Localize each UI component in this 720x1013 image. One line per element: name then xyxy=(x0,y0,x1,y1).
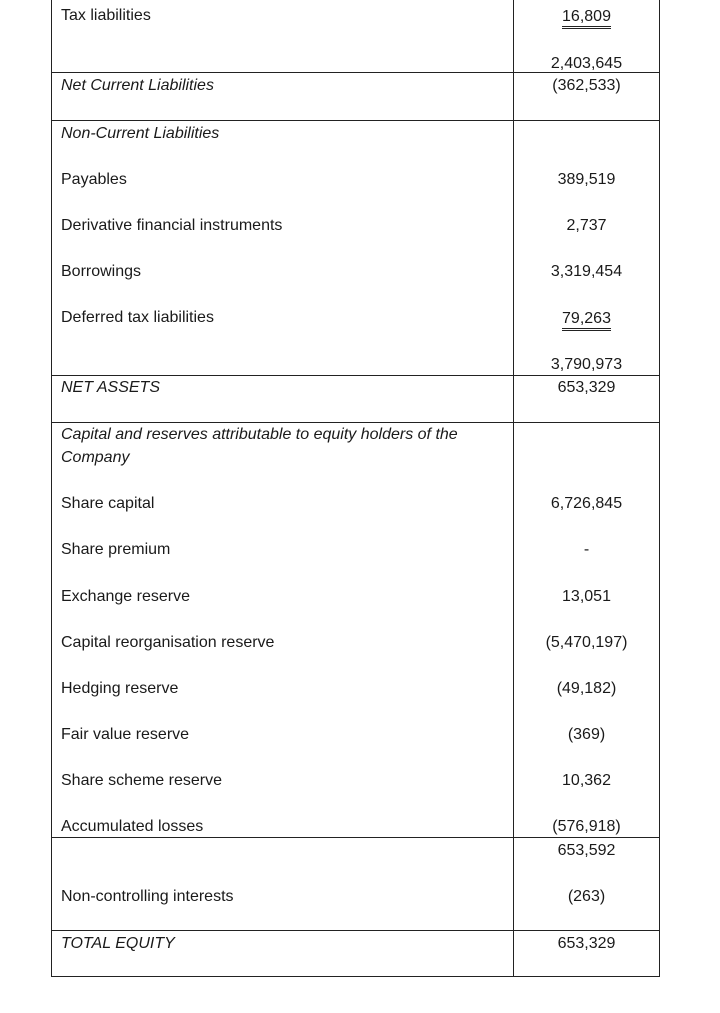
hedging-reserve-label: Hedging reserve xyxy=(61,680,179,697)
current-liabilities-total: 2,403,645 xyxy=(550,55,623,72)
total-equity-label: TOTAL EQUITY xyxy=(61,935,175,952)
net-current-liabilities-value: (362,533) xyxy=(552,77,621,94)
non-current-liabilities-heading: Non-Current Liabilities xyxy=(61,125,220,142)
tax-liabilities-label: Tax liabilities xyxy=(61,7,151,24)
row-divider xyxy=(51,930,660,931)
net-current-liabilities-label: Net Current Liabilities xyxy=(61,77,214,94)
tax-liabilities-value xyxy=(514,5,659,29)
accumulated-losses-value: (576,918) xyxy=(552,818,621,835)
hedging-reserve-value: (49,182) xyxy=(556,680,617,697)
deferred-tax-value xyxy=(514,307,659,331)
share-premium-label: Share premium xyxy=(61,541,171,558)
deferred-tax-label: Deferred tax liabilities xyxy=(61,309,214,326)
exchange-reserve-label: Exchange reserve xyxy=(61,588,190,605)
borrowings-label: Borrowings xyxy=(61,263,142,280)
deferred-tax-amount: 79,263 xyxy=(562,310,611,331)
capital-reorg-label: Capital reorganisation reserve xyxy=(61,634,275,651)
borrowings-value: 3,319,454 xyxy=(550,263,623,280)
equity-subtotal: 653,592 xyxy=(557,842,616,859)
share-premium-value: - xyxy=(583,541,590,558)
derivative-label: Derivative financial instruments xyxy=(61,217,283,234)
exchange-reserve-value: 13,051 xyxy=(562,588,611,605)
row-divider xyxy=(51,120,660,121)
nci-label: Non-controlling interests xyxy=(61,888,234,905)
net-assets-label: NET ASSETS xyxy=(61,379,160,396)
net-assets-value: 653,329 xyxy=(557,379,616,396)
capital-reserves-heading: Capital and reserves attributable to equity holders of the Company xyxy=(61,426,458,466)
fair-value-reserve-value: (369) xyxy=(567,726,606,743)
share-scheme-reserve-label: Share scheme reserve xyxy=(61,772,222,789)
capital-reorg-value: (5,470,197) xyxy=(545,634,628,651)
share-capital-value: 6,726,845 xyxy=(550,495,623,512)
accumulated-losses-label: Accumulated losses xyxy=(61,818,204,835)
payables-value: 389,519 xyxy=(557,171,616,188)
non-current-total: 3,790,973 xyxy=(550,356,623,373)
total-equity-value: 653,329 xyxy=(557,935,616,952)
derivative-value: 2,737 xyxy=(566,217,607,234)
share-scheme-reserve-value: 10,362 xyxy=(562,772,611,789)
share-capital-label: Share capital xyxy=(61,495,155,512)
nci-value: (263) xyxy=(567,888,606,905)
tax-liabilities-amount: 16,809 xyxy=(562,8,611,29)
fair-value-reserve-label: Fair value reserve xyxy=(61,726,190,743)
payables-label: Payables xyxy=(61,171,127,188)
